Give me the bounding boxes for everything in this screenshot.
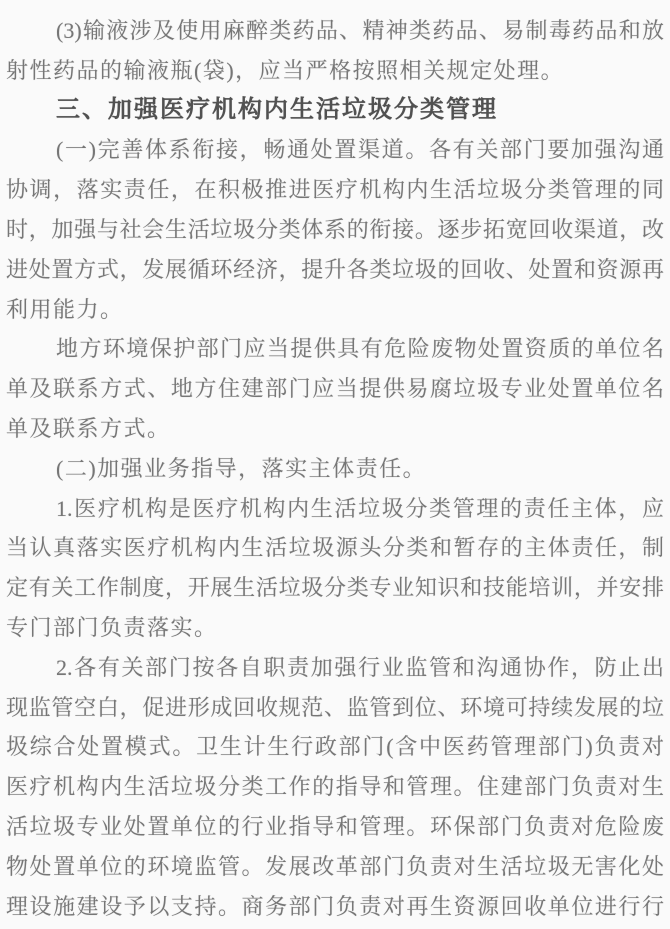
text-line: 1.医疗机构是医疗机构内生活垃圾分类管理的责任主体，应 [56, 495, 664, 521]
text-line: 进处置方式，发展循环经济，提升各类垃圾的回收、处置和资源再 [6, 256, 664, 282]
text-line: 2.各有关部门按各自职责加强行业监管和沟通协作，防止出 [56, 654, 664, 680]
text-line: 现监管空白，促进形成回收规范、监管到位、环境可持续发展的垃 [6, 694, 664, 720]
text-line: 协调，落实责任，在积极推进医疗机构内生活垃圾分类管理的同 [6, 177, 664, 203]
text-line: 时，加强与社会生活垃圾分类体系的衔接。逐步拓宽回收渠道，改 [6, 216, 664, 242]
text-line: 地方环境保护部门应当提供具有危险废物处置资质的单位名 [56, 336, 664, 362]
text-line: 专门部门负责落实。 [6, 614, 218, 640]
text-line: (3)输液涉及使用麻醉类药品、精神类药品、易制毒药品和放 [56, 18, 664, 43]
section-heading: 三、加强医疗机构内生活垃圾分类管理 [56, 96, 498, 123]
text-line: (一)完善体系衔接，畅通处置渠道。各有关部门要加强沟通 [56, 137, 664, 163]
text-line: 活垃圾专业处置单位的行业指导和管理。环保部门负责对危险废 [6, 813, 664, 839]
text-line: 当认真落实医疗机构内生活垃圾源头分类和暂存的主体责任，制 [6, 535, 664, 561]
text-line: 利用能力。 [6, 296, 124, 322]
text-line: 定有关工作制度，开展生活垃圾分类专业知识和技能培训，并安排 [6, 575, 664, 601]
text-line: 医疗机构内生活垃圾分类工作的指导和管理。住建部门负责对生 [6, 774, 664, 800]
text-line: 圾综合处置模式。卫生计生行政部门(含中医药管理部门)负责对 [6, 734, 664, 760]
text-line: 射性药品的输液瓶(袋)，应当严格按照相关规定处理。 [6, 57, 565, 83]
text-line: 理设施建设予以支持。商务部门负责对再生资源回收单位进行行 [6, 893, 664, 919]
text-line: 单及联系方式。 [6, 415, 171, 441]
text-line: (二)加强业务指导，落实主体责任。 [56, 455, 427, 481]
text-line: 物处置单位的环境监管。发展改革部门负责对生活垃圾无害化处 [6, 853, 664, 879]
text-line: 单及联系方式、地方住建部门应当提供易腐垃圾专业处置单位名 [6, 376, 664, 402]
